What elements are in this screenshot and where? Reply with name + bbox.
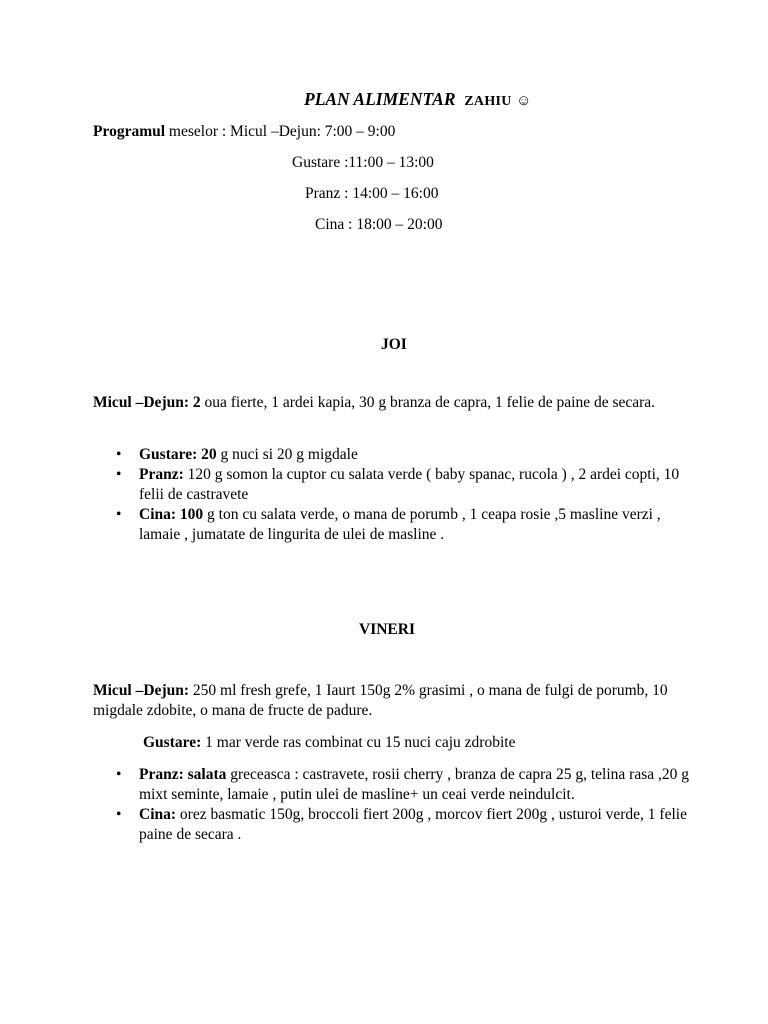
bullet-icon: • — [116, 766, 122, 783]
joi-meal-list — [93, 445, 693, 545]
joi-micul-dejun-text: oua fierte, 1 ardei kapia, 30 g branza de capra, 1 felie de paine de secara. — [200, 394, 656, 411]
list-item — [93, 505, 693, 545]
item-text: g ton cu salata verde, o mana de porumb , 1 ceapa rosie ,5 masline verzi , lamaie , jumatate de lingurita de ulei de masline . — [139, 506, 661, 543]
item-text: g nuci si 20 g migdale — [216, 446, 358, 463]
list-item — [93, 765, 693, 805]
schedule-line-1 — [93, 122, 395, 142]
vineri-micul-dejun-label: Micul –Dejun: — [93, 682, 190, 699]
bullet-icon: • — [116, 446, 122, 463]
bullet-icon: • — [116, 466, 122, 483]
vineri-meal-list — [93, 765, 693, 845]
bullet-icon: • — [116, 806, 122, 823]
item-label: Cina: — [139, 506, 177, 523]
smiley-icon: ☺ — [516, 93, 532, 109]
item-label: Cina: — [139, 806, 177, 823]
joi-micul-dejun — [93, 393, 693, 413]
page-title — [304, 89, 531, 112]
title-main: PLAN ALIMENTAR — [304, 89, 456, 109]
schedule-line-4: Cina : 18:00 – 20:00 — [315, 216, 443, 233]
joi-micul-dejun-qty: 2 — [189, 394, 201, 411]
item-label: Gustare: — [139, 446, 198, 463]
list-item — [93, 465, 693, 505]
list-item — [93, 445, 693, 465]
joi-micul-dejun-label: Micul –Dejun: — [93, 394, 190, 411]
vineri-gustare — [143, 733, 515, 753]
vineri-micul-dejun-text: 250 ml fresh grefe, 1 Iaurt 150g 2% grasimi , o mana de fulgi de porumb, 10 migdale zdobite, o mana de fructe de padure. — [93, 682, 668, 719]
vineri-gustare-text: 1 mar verde ras combinat cu 15 nuci caju zdrobite — [201, 734, 516, 751]
vineri-micul-dejun — [93, 681, 693, 721]
item-text: 120 g somon la cuptor cu salata verde ( baby spanac, rucola ) , 2 ardei copti, 10 felii de castravete — [139, 466, 680, 503]
list-item — [93, 805, 693, 845]
item-qty: salata — [183, 766, 227, 783]
vineri-gustare-label: Gustare: — [143, 734, 202, 751]
day-heading-joi: JOI — [381, 336, 407, 353]
item-label: Pranz: — [139, 466, 184, 483]
schedule-line-2: Gustare :11:00 – 13:00 — [292, 154, 434, 171]
schedule-line-3: Pranz : 14:00 – 16:00 — [305, 185, 439, 202]
schedule-line-1-text: meselor : Micul –Dejun: 7:00 – 9:00 — [165, 123, 396, 140]
item-qty: 100 — [176, 506, 204, 523]
day-heading-vineri: VINERI — [359, 621, 415, 638]
item-qty: 20 — [197, 446, 217, 463]
title-name: ZAHIU — [464, 94, 512, 109]
item-text: greceasca : castravete, rosii cherry , branza de capra 25 g, telina rasa ,20 g mixt seminte, lamaie , putin ulei de masline+ un ceai verde neindulcit. — [139, 766, 689, 803]
item-text: orez basmatic 150g, broccoli fiert 200g , morcov fiert 200g , usturoi verde, 1 felie paine de secara . — [139, 806, 687, 843]
bullet-icon: • — [116, 506, 122, 523]
item-label: Pranz: — [139, 766, 184, 783]
schedule-intro: Programul — [93, 123, 166, 140]
